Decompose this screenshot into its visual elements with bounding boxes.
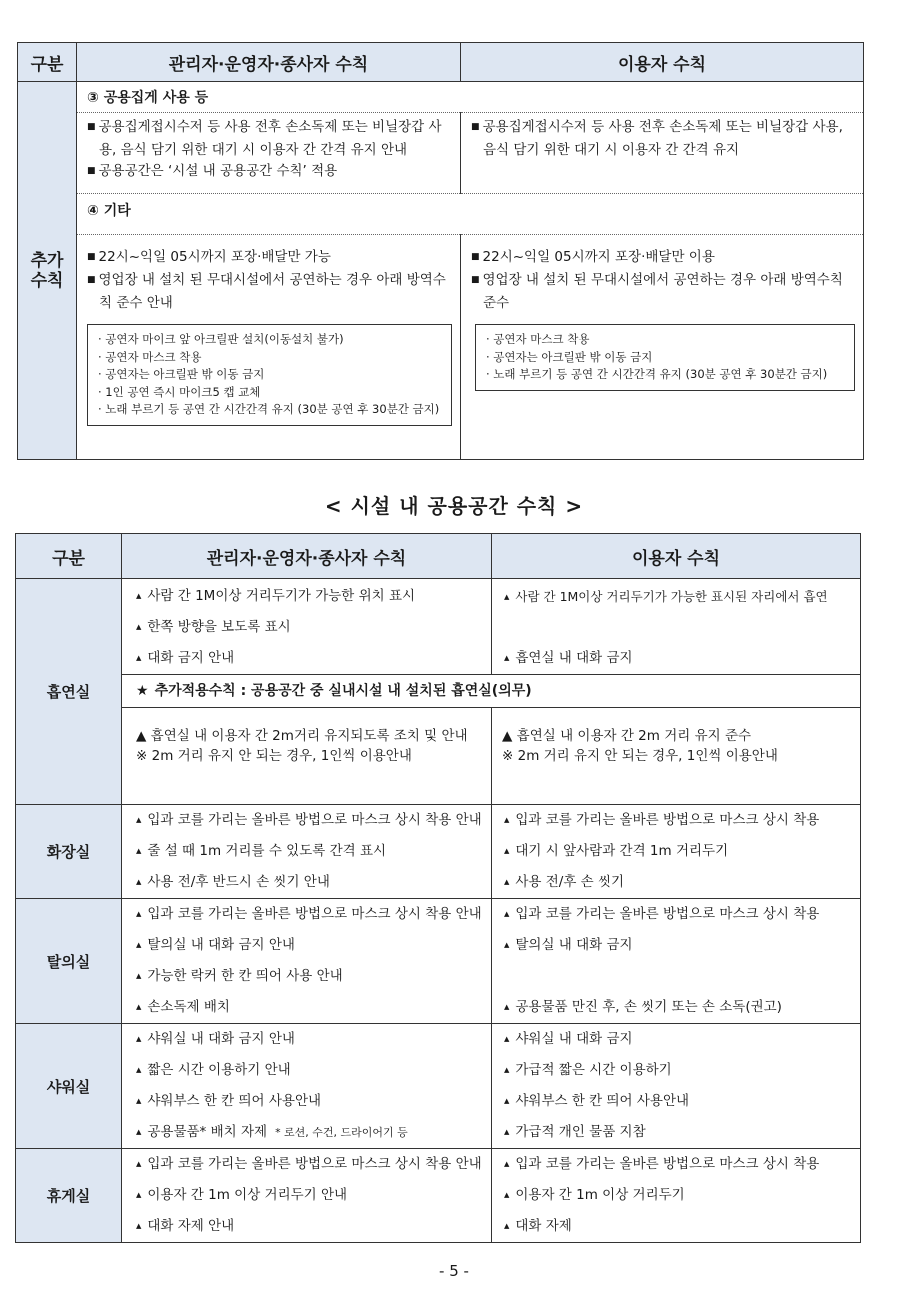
list-item: ▲ 사용 전/후 손 씻기 <box>504 867 854 898</box>
list-item: ▲ 대기 시 앞사람과 간격 1m 거리두기 <box>504 836 854 867</box>
restroom-user-cell <box>492 805 861 899</box>
list-item: ▲ 입과 코를 가리는 올바른 방법으로 마스크 상시 착용 <box>504 899 854 930</box>
list-item: ▲ 가능한 락커 한 칸 띄어 사용 안내 <box>136 961 485 992</box>
list-item: ▲ 공용물품 만진 후, 손 씻기 또는 손 소독(권고) <box>504 992 854 1023</box>
header-user-rules: 이용자 수칙 <box>461 43 864 82</box>
lounge-user-cell <box>492 1149 861 1243</box>
list-item: ▲ 가급적 짧은 시간 이용하기 <box>504 1055 854 1086</box>
list-item: ▲ 입과 코를 가리는 올바른 방법으로 마스크 상시 착용 안내 <box>136 1149 485 1180</box>
list-item: ▲ 사용 전/후 반드시 손 씻기 안내 <box>136 867 485 898</box>
row-label-additional <box>18 82 77 460</box>
list-item: ■ 22시~익일 05시까지 포장·배달만 가능 <box>87 247 452 270</box>
performance-rules-box <box>475 324 855 391</box>
list-item: ▲ 손소독제 배치 <box>136 992 485 1023</box>
row-label-smoking-room: 흡연실 <box>16 579 122 805</box>
box-item: · 노래 부르기 등 공연 간 시간간격 유지 (30분 공연 후 30분간 금지) <box>486 367 828 381</box>
list-item: ▲ 샤워실 내 대화 금지 안내 <box>136 1024 485 1055</box>
section-title: < 시설 내 공용공간 수칙 > <box>324 494 584 518</box>
list-item: ▲ 사람 간 1M이상 거리두기가 가능한 위치 표시 <box>136 581 485 612</box>
list-item: ▲ 대화 자제 <box>504 1211 854 1242</box>
locker-manager-cell <box>122 899 492 1024</box>
box-item: · 공연자 마이크 앞 아크릴판 설치(이동설치 불가) <box>98 332 344 346</box>
smoking-extra-rule-title: ★ 추가적용수칙 : 공용공간 중 실내시설 내 설치된 흡연실(의무) <box>122 675 861 708</box>
section3-manager-cell <box>77 113 461 194</box>
list-item: ▲ 탈의실 내 대화 금지 <box>504 930 854 961</box>
list-item: ▲ 입과 코를 가리는 올바른 방법으로 마스크 상시 착용 <box>504 805 854 836</box>
box-item: · 공연자는 아크릴판 밖 이동 금지 <box>486 349 653 364</box>
list-item: ▲ 흡연실 내 대화 금지 <box>504 643 854 674</box>
list-item: ▲ 입과 코를 가리는 올바른 방법으로 마스크 상시 착용 안내 <box>136 805 485 836</box>
box-item: · 공연자는 아크릴판 밖 이동 금지 <box>98 367 265 381</box>
lounge-manager-cell <box>122 1149 492 1243</box>
list-item: ▲ 탈의실 내 대화 금지 안내 <box>136 930 485 961</box>
smoking-extra-manager-cell <box>122 708 492 805</box>
list-item: ■ 공용공간은 ‘시설 내 공용공간 수칙’ 적용 <box>87 161 452 184</box>
restroom-manager-cell <box>122 805 492 899</box>
box-item: · 노래 부르기 등 공연 간 시간간격 유지 (30분 공연 후 30분간 금지) <box>98 402 440 416</box>
box-item: · 공연자 마스크 착용 <box>486 332 590 346</box>
list-item: ▲ 이용자 간 1m 이상 거리두기 안내 <box>136 1180 485 1211</box>
list-item: ▲ 샤워부스 한 칸 띄어 사용안내 <box>136 1086 485 1117</box>
list-item-empty <box>504 961 854 992</box>
list-item-empty <box>504 612 854 643</box>
list-item: ▲ 입과 코를 가리는 올바른 방법으로 마스크 상시 착용 <box>504 1149 854 1180</box>
box-item: · 공연자 마스크 착용 <box>98 349 202 364</box>
section-shared-utensils-title: ③ 공용집게 사용 등 <box>77 82 864 113</box>
box-item: · 1인 공연 즉시 마이크5 캡 교체 <box>98 384 261 399</box>
shared-space-rules-table <box>15 533 861 1243</box>
list-item: ■ 22시~익일 05시까지 포장·배달만 이용 <box>471 247 855 270</box>
performance-rules-box <box>87 324 452 426</box>
list-item: ■ 공용집게접시수저 등 사용 전후 손소독제 또는 비닐장갑 사용, 음식 담기 위한 대기 시 이용자 간 간격 유지 <box>471 117 855 161</box>
list-item: ▲ 샤워실 내 대화 금지 <box>504 1024 854 1055</box>
section-other-title: ④ 기타 <box>77 194 864 235</box>
additional-rules-table <box>17 42 864 460</box>
list-item: ■ 영업장 내 설치 된 무대시설에서 공연하는 경우 아래 방역수칙 준수 <box>471 270 855 314</box>
list-item: ▲ 한쪽 방향을 보도록 표시 <box>136 612 485 643</box>
list-item: ▲ 이용자 간 1m 이상 거리두기 <box>504 1180 854 1211</box>
smoking-extra-user-cell <box>492 708 861 805</box>
header-manager-rules: 관리자·운영자·종사자 수칙 <box>122 534 492 579</box>
smoking-user-cell <box>492 579 861 675</box>
list-item: ▲ 흡연실 내 이용자 간 2m 거리 유지 준수 <box>502 728 752 744</box>
row-label-restroom: 화장실 <box>16 805 122 899</box>
row-label-locker-room: 탈의실 <box>16 899 122 1024</box>
smoking-manager-cell <box>122 579 492 675</box>
list-item <box>136 1117 485 1148</box>
list-item: ▲ 짧은 시간 이용하기 안내 <box>136 1055 485 1086</box>
header-category: 구분 <box>16 534 122 579</box>
list-item: ▲ 줄 설 때 1m 거리를 수 있도록 간격 표시 <box>136 836 485 867</box>
page-number: - 5 - <box>439 1262 469 1280</box>
list-item: ▲ 대화 금지 안내 <box>136 643 485 674</box>
header-category: 구분 <box>18 43 77 82</box>
footnote: * 로션, 수건, 드라이어기 등 <box>275 1126 408 1139</box>
list-item: ▲ 흡연실 내 이용자 간 2m거리 유지되도록 조치 및 안내 <box>136 728 468 744</box>
list-item: ※ 2m 거리 유지 안 되는 경우, 1인씩 이용안내 <box>136 748 412 764</box>
list-item: ■ 영업장 내 설치 된 무대시설에서 공연하는 경우 아래 방역수칙 준수 안내 <box>87 270 452 314</box>
header-user-rules: 이용자 수칙 <box>492 534 861 579</box>
list-item: ※ 2m 거리 유지 안 되는 경우, 1인씩 이용안내 <box>502 748 778 764</box>
list-item: ▲ 가급적 개인 물품 지참 <box>504 1117 854 1148</box>
list-item: ▲ 입과 코를 가리는 올바른 방법으로 마스크 상시 착용 안내 <box>136 899 485 930</box>
section3-user-cell <box>461 113 864 194</box>
list-item: ▲ 대화 자제 안내 <box>136 1211 485 1242</box>
section4-manager-cell <box>77 235 461 460</box>
section4-user-cell <box>461 235 864 460</box>
shower-user-cell <box>492 1024 861 1149</box>
row-label-lounge: 휴게실 <box>16 1149 122 1243</box>
shower-manager-cell <box>122 1024 492 1149</box>
header-manager-rules: 관리자·운영자·종사자 수칙 <box>77 43 461 82</box>
list-item: ■ 공용집게접시수저 등 사용 전후 손소독제 또는 비닐장갑 사용, 음식 담기 위한 대기 시 이용자 간 간격 유지 안내 <box>87 117 452 161</box>
list-item: ▲ 샤워부스 한 칸 띄어 사용안내 <box>504 1086 854 1117</box>
list-item: ▲ 사람 간 1M이상 거리두기가 가능한 표시된 자리에서 흡연 <box>504 581 854 612</box>
row-label-shower-room: 샤워실 <box>16 1024 122 1149</box>
list-item-text: 공용물품* 배치 자제 <box>147 1124 268 1140</box>
locker-user-cell <box>492 899 861 1024</box>
row-label-text: 추가 수칙 <box>30 250 64 291</box>
